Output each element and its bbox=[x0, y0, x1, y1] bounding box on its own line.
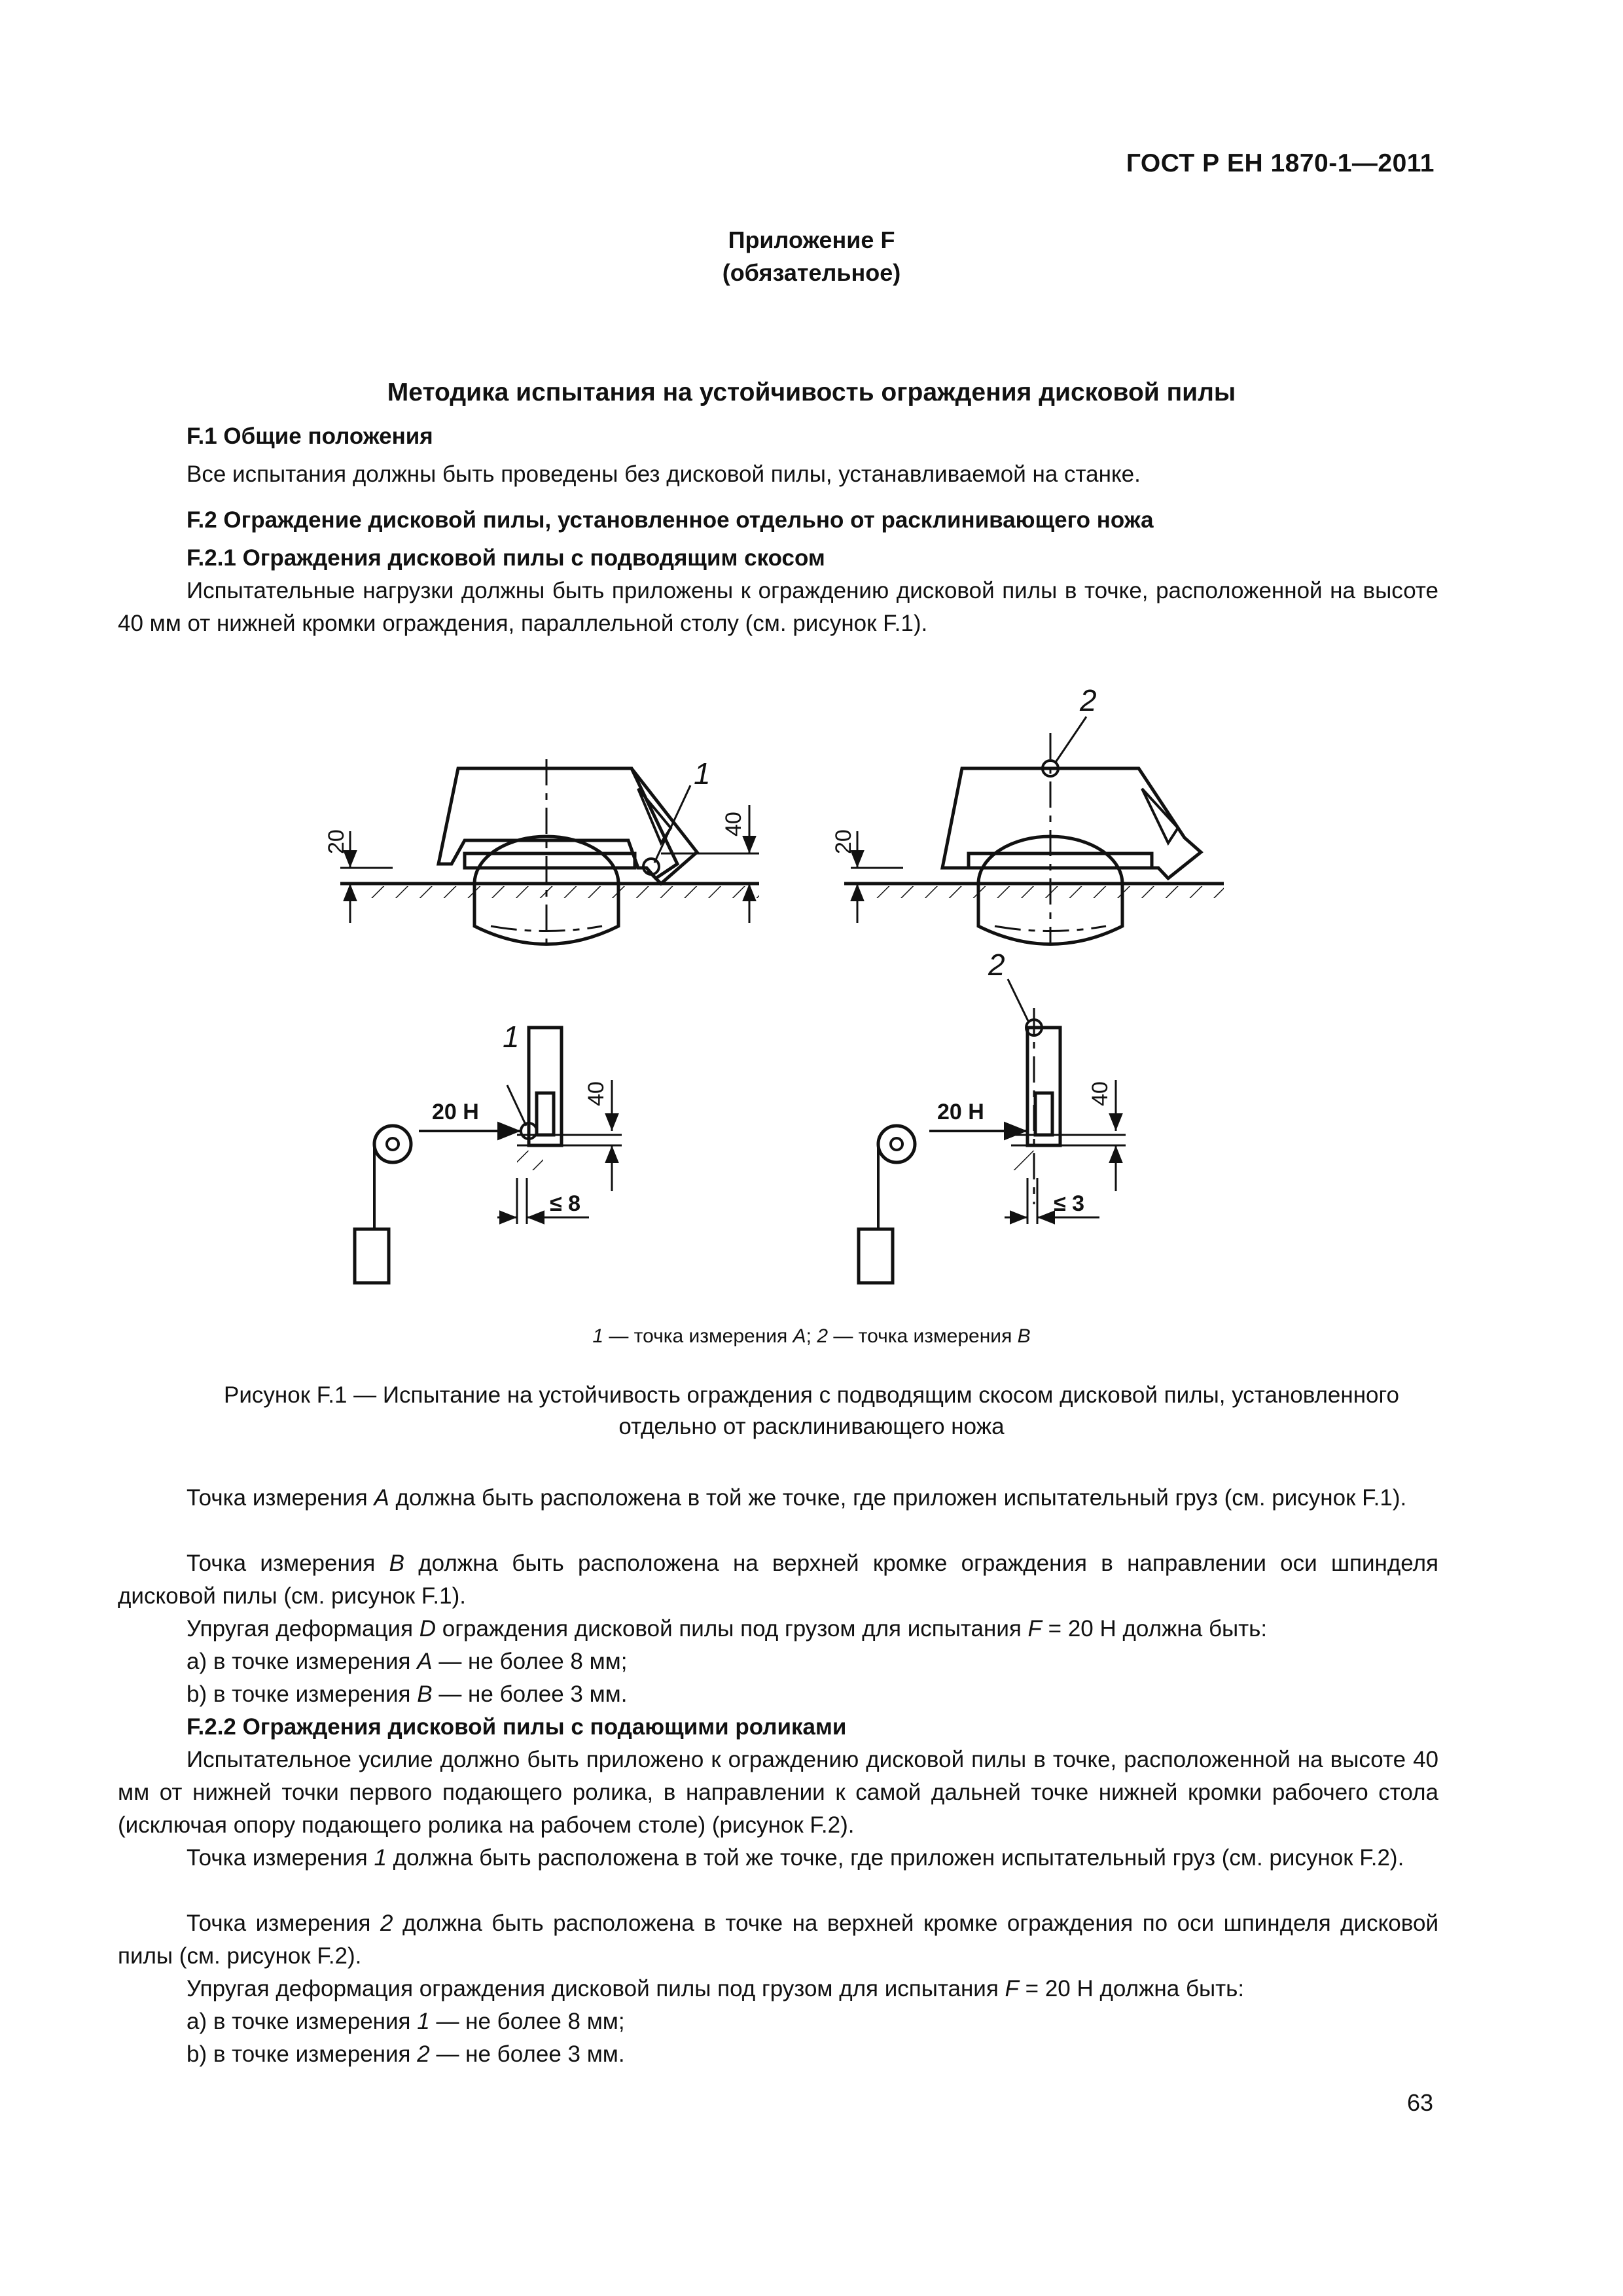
guard-top-right bbox=[844, 717, 1224, 944]
dim-40-bottom-right: 40 bbox=[1088, 1081, 1113, 1106]
label-point-1-bottom: 1 bbox=[503, 1020, 520, 1054]
label-point-2-bottom: 2 bbox=[988, 948, 1005, 982]
main-title: Методика испытания на устойчивость ограждения дисковой пилы bbox=[387, 378, 1236, 406]
figure-f1 bbox=[0, 668, 1623, 1322]
heading-f1: F.1 Общие положения bbox=[187, 423, 433, 449]
heading-f2: F.2 Ограждение дисковой пилы, установленное отдельно от расклинивающего ножа bbox=[187, 507, 1154, 533]
list-item-a: a) в точке измерения A — не более 8 мм; bbox=[187, 1649, 628, 1674]
para-point-a: Точка измерения A должна быть расположена в той же точке, где приложен испытательный груз (см. рисунок F.1). bbox=[187, 1485, 1407, 1511]
max-deflection-8: ≤ 8 bbox=[550, 1191, 581, 1216]
page-number: 63 bbox=[1406, 2089, 1433, 2116]
heading-f21: F.2.1 Ограждения дисковой пилы с подводящим скосом bbox=[187, 545, 825, 571]
dim-40-bottom-left: 40 bbox=[584, 1081, 609, 1106]
appendix-status: (обязательное) bbox=[722, 259, 901, 286]
list-item-f22-b: b) в точке измерения 2 — не более 3 мм. bbox=[187, 2041, 625, 2067]
label-point-2-top: 2 bbox=[1080, 683, 1097, 717]
para-point-2: Точка измерения 2 должна быть расположена в точке на верхней кромке ограждения по оси шпинделя дисковой пилы (см. рисунок F.2). bbox=[118, 1910, 1438, 1969]
text-f1: Все испытания должны быть проведены без дисковой пилы, устанавливаемой на станке. bbox=[187, 461, 1141, 487]
appendix-title: Приложение F bbox=[728, 226, 895, 253]
para-deformation: Упругая деформация D ограждения дисковой пилы под грузом для испытания F = 20 Н должна быть: bbox=[187, 1616, 1268, 1641]
list-item-f22-a: a) в точке измерения 1 — не более 8 мм; bbox=[187, 2009, 625, 2034]
para-point-1: Точка измерения 1 должна быть расположена в той же точке, где приложен испытательный груз (см. рисунок F.2). bbox=[187, 1845, 1404, 1871]
force-label-right: 20 Н bbox=[937, 1100, 984, 1124]
text-f22: Испытательное усилие должно быть приложено к ограждению дисковой пилы в точке, расположенной на высоте 40 мм от нижней точки первого подающего ролика, в направлении к самой дальней точке нижней кромки рабочего стола (исключая опору подающего ролика на рабочем столе) (рисунок F.2). bbox=[118, 1747, 1438, 1838]
test-setup-right bbox=[859, 979, 1126, 1283]
figure-caption-line1: Рисунок F.1 — Испытание на устойчивость ограждения с подводящим скосом дисковой пилы, установленного bbox=[224, 1382, 1399, 1408]
list-item-b: b) в точке измерения B — не более 3 мм. bbox=[187, 1681, 628, 1707]
heading-f22: F.2.2 Ограждения дисковой пилы с подающими роликами bbox=[187, 1714, 847, 1740]
label-point-1-top: 1 bbox=[694, 757, 711, 791]
text-f21: Испытательные нагрузки должны быть приложены к ограждению дисковой пилы в точке, расположенной на высоте 40 мм от нижней кромки ограждения, параллельной столу (см. рисунок F.1). bbox=[118, 578, 1438, 636]
dim-40-left: 40 bbox=[721, 812, 746, 836]
figure-caption-line2: отдельно от расклинивающего ножа bbox=[618, 1414, 1005, 1439]
dim-20-right: 20 bbox=[831, 829, 856, 854]
figure-legend: 1 — точка измерения A; 2 — точка измерения B bbox=[592, 1325, 1031, 1347]
test-setup-left bbox=[355, 1028, 622, 1283]
max-deflection-3: ≤ 3 bbox=[1054, 1191, 1085, 1216]
force-label-left: 20 Н bbox=[432, 1100, 479, 1124]
document-code: ГОСТ Р ЕН 1870-1—2011 bbox=[1126, 149, 1435, 177]
para-point-b: Точка измерения B должна быть расположена на верхней кромке ограждения в направлении оси шпинделя дисковой пилы (см. рисунок F.1). bbox=[118, 1551, 1438, 1609]
dim-20-left: 20 bbox=[324, 829, 349, 854]
para-deformation-f22: Упругая деформация ограждения дисковой пилы под грузом для испытания F = 20 Н должна быть: bbox=[187, 1976, 1245, 2001]
